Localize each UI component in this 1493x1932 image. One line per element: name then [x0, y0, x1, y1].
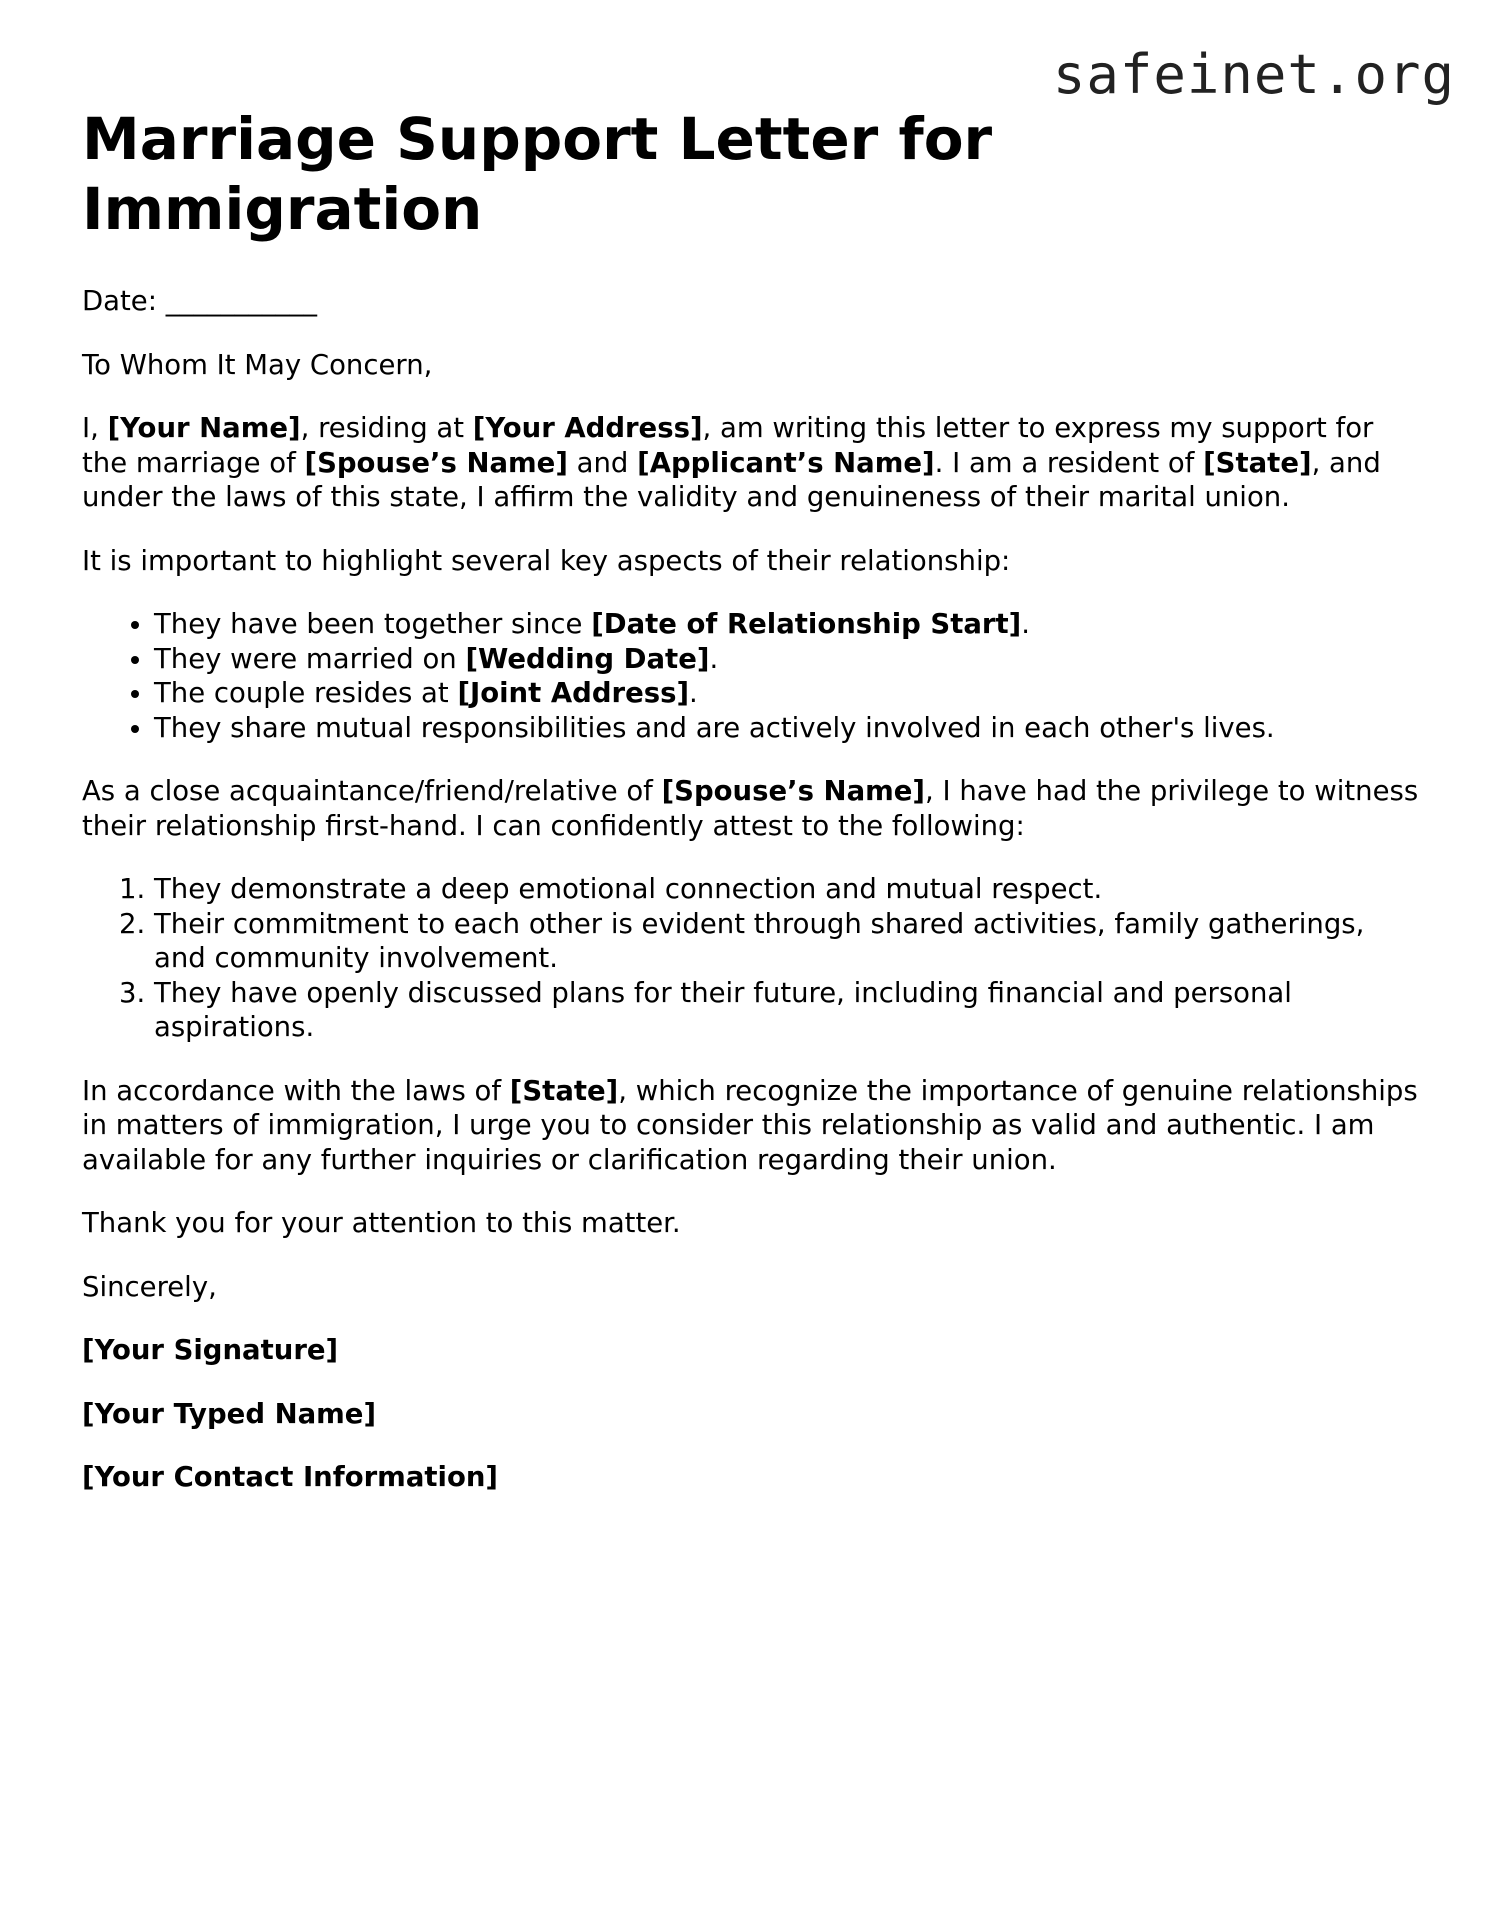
placeholder-your-name: [Your Name] — [107, 412, 301, 444]
placeholder-spouse-name: [Spouse’s Name] — [661, 775, 925, 807]
list-item: 2. Their commitment to each other is evident through shared activities, family gatherings, and community involvement. — [154, 907, 1422, 976]
list-item: • They were married on [Wedding Date]. — [154, 642, 1422, 677]
placeholder-spouse-name: [Spouse’s Name] — [304, 446, 568, 479]
aspects-list — [82, 607, 1422, 745]
placeholder-state: [State] — [509, 1074, 619, 1107]
salutation: To Whom It May Concern, — [82, 348, 433, 381]
list-item: 3. They have openly discussed plans for their future, including financial and personal aspirations. — [154, 976, 1422, 1045]
letter-document — [82, 104, 1422, 1524]
list-item: • They share mutual responsibilities and are actively involved in each other's lives. — [154, 711, 1422, 746]
list-item: • They have been together since [Date of Relationship Start]. — [154, 607, 1422, 642]
thanks-line: Thank you for your attention to this matter. — [82, 1207, 681, 1239]
list-item: 1. They demonstrate a deep emotional connection and mutual respect. — [154, 872, 1422, 907]
aspects-intro: It is important to highlight several key aspects of their relationship: — [82, 544, 1011, 577]
witness-paragraph: As a close acquaintance/friend/relative of [Spouse’s Name], I have had the privilege to witness their relationship first-hand. I can confidently attest to the following: — [82, 775, 1419, 842]
placeholder-applicant-name: [Applicant’s Name] — [637, 446, 935, 479]
signature-block — [82, 1333, 1422, 1495]
signature-placeholder: [Your Signature] — [82, 1334, 339, 1366]
date-line: Date: ___________ — [82, 285, 317, 317]
contact-info-placeholder: [Your Contact Information] — [82, 1461, 498, 1493]
page-title: Marriage Support Letter for Immigration — [82, 105, 993, 243]
list-item: • The couple resides at [Joint Address]. — [154, 676, 1422, 711]
closing-paragraph: In accordance with the laws of [State], which recognize the importance of genuine relationships in matters of immigration, I urge you to consider this relationship as valid and authentic. I am available for any further inquiries or clarification regarding their union. — [82, 1074, 1418, 1176]
watermark: safeinet.org — [1052, 43, 1455, 106]
placeholder-state: [State] — [1203, 446, 1312, 479]
typed-name-placeholder: [Your Typed Name] — [82, 1397, 377, 1430]
sign-off: Sincerely, — [82, 1270, 217, 1303]
intro-paragraph: I, [Your Name], residing at [Your Address], am writing this letter to express my support for the marriage of [Spouse’s Name] and [Applicant’s Name]. I am a resident of [State], and under the laws of this state, I affirm the validity and genuineness of their marital union. — [82, 412, 1381, 513]
attestations-list — [82, 872, 1422, 1045]
placeholder-your-address: [Your Address] — [472, 412, 703, 444]
